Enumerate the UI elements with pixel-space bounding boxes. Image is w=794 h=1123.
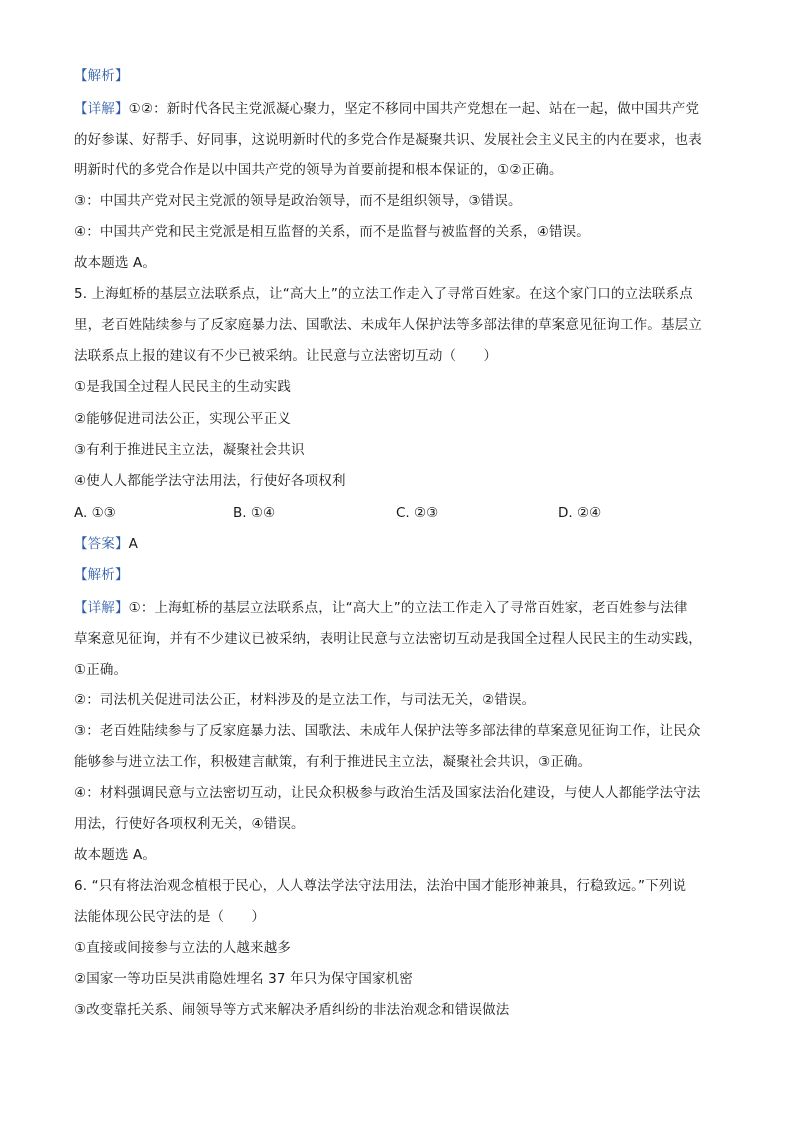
option-c: C. ②③: [396, 505, 439, 521]
statement-1: ①是我国全过程人民民主的生动实践: [74, 379, 292, 395]
question-5-line-1: 5. 上海虹桥的基层立法联系点，让“高大上”的立法工作走入了寻常百姓家。在这个家门口的立法联系点: [74, 286, 693, 302]
option-d: D. ②④: [558, 505, 602, 521]
answer-tag: 【答案】: [74, 536, 129, 552]
detail-tag-q5: 【详解】: [74, 600, 129, 616]
statement-4: ④使人人都能学法守法用法，行使好各项权利: [74, 473, 346, 489]
q6-statement-3: ③改变靠托关系、闹领导等方式来解决矛盾纠纷的非法治观念和错误做法: [74, 1002, 510, 1018]
question-5-line-2: 里，老百姓陆续参与了反家庭暴力法、国歌法、未成年人保护法等多部法律的草案意见征询工作。基层立: [74, 317, 702, 333]
detail-tag: 【详解】: [74, 101, 129, 117]
q5-detail-line-3: ①正确。: [74, 662, 128, 678]
detail-line-5: ④：中国共产党和民主党派是相互监督的关系，而不是监督与被监督的关系，④错误。: [74, 224, 590, 240]
q6-statement-2: ②国家一等功臣吴洪甫隐姓埋名 37 年只为保守国家机密: [74, 971, 413, 987]
q5-conclusion-line: 故本题选 A。: [74, 847, 157, 863]
q6-statement-1: ①直接或间接参与立法的人越来越多: [74, 940, 292, 956]
option-b: B. ①④: [233, 505, 276, 521]
q5-detail-line-2: 草案意见征询，并有不少建议已被采纳，表明让民意与立法密切互动是我国全过程人民民主的生动实践，: [74, 631, 702, 647]
q5-detail-line-7: ④：材料强调民意与立法密切互动，让民众积极参与政治生活及国家法治化建设，与使人人都能学法守法: [74, 785, 701, 801]
analysis-tag: 【解析】: [74, 68, 129, 84]
detail-line-4: ③：中国共产党对民主党派的领导是政治领导，而不是组织领导，③错误。: [74, 193, 522, 209]
answer-line: [74, 534, 724, 554]
q5-detail-text: ①：上海虹桥的基层立法联系点，让“高大上”的立法工作走入了寻常百姓家，老百姓参与法律: [128, 600, 688, 616]
statement-3: ③有利于推进民主立法，凝聚社会共识: [74, 442, 305, 458]
detail-line-3: 明新时代的多党合作是以中国共产党的领导为首要前提和根本保证的，①②正确。: [74, 162, 563, 178]
question-5-line-3: 法联系点上报的建议有不少已被采纳。让民意与立法密切互动（ ）: [74, 348, 498, 364]
q5-detail-line-1: [74, 598, 724, 618]
q5-detail-line-4: ②：司法机关促进司法公正，材料涉及的是立法工作，与司法无关，②错误。: [74, 692, 536, 708]
analysis-tag-q5: 【解析】: [74, 567, 129, 583]
answer-value: A: [128, 536, 138, 552]
q5-detail-line-8: 用法，行使好各项权利无关，④错误。: [74, 816, 305, 832]
question-6-line-2: 法能体现公民守法的是（ ）: [74, 909, 266, 925]
detail-text: ①②：新时代各民主党派凝心聚力，坚定不移同中国共产党想在一起、站在一起，做中国共产党: [128, 101, 700, 117]
q5-detail-line-5: ③：老百姓陆续参与了反家庭暴力法、国歌法、未成年人保护法等多部法律的草案意见征询工作，让民众: [74, 723, 701, 739]
question-6-line-1: 6. “只有将法治观念植根于民心，人人尊法学法守法用法，法治中国才能形神兼具，行稳致远。”下列说: [74, 878, 687, 894]
conclusion-line: 故本题选 A。: [74, 255, 157, 271]
detail-line-1: [74, 99, 724, 119]
option-a: A. ①③: [74, 505, 116, 521]
statement-2: ②能够促进司法公正，实现公平正义: [74, 411, 292, 427]
detail-line-2: 的好参谋、好帮手、好同事，这说明新时代的多党合作是凝聚共识、发展社会主义民主的内在要求，也表: [74, 132, 702, 148]
q5-detail-line-6: 能够参与进立法工作，积极建言献策，有利于推进民主立法，凝聚社会共识，③正确。: [74, 754, 592, 770]
